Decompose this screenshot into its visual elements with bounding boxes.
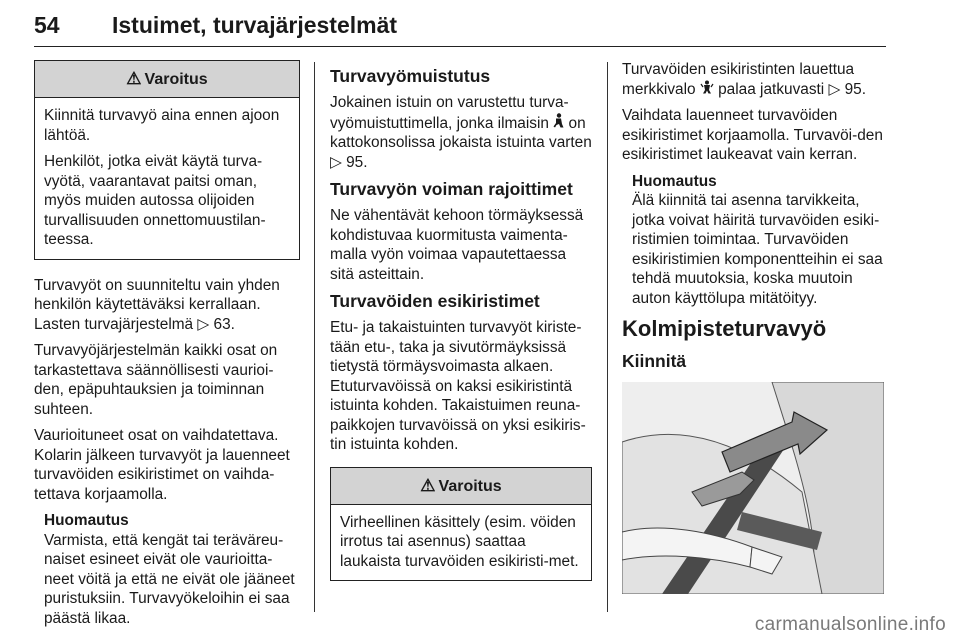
warning-triangle-icon: ⚠ [420,475,436,495]
seatbelt-icon-svg [553,113,564,128]
warning-paragraph: Kiinnitä turvavyö aina ennen ajoon lähtöä. [44,107,280,144]
paragraph-text: Turvavyöt on suunniteltu vain yhden henkilön käytettäväksi kerrallaan. Lasten turvajärjestelmä [34,276,280,333]
column-2 [330,60,592,597]
paragraph: Vaihdata lauenneet turvavöiden esikiristimet korjaamolla. Turvavöi-den esikiristimet laukeavat vain kerran. [622,107,883,163]
pretensioner-icon-svg [700,80,714,94]
seatbelt-illustration [622,382,884,594]
warning-title: Varoitus [144,71,208,88]
warning-box-header [35,61,299,98]
paragraph [622,60,888,99]
seatbelt-illustration-svg [622,382,884,594]
paragraph-text: on kattokonsolissa jokaista istuinta varten [330,114,592,151]
note-text: Älä kiinnitä tai asenna tarvikkeita, jotka voivat häiritä turvavöiden esiki-ristimien toimintaa. Turvavöiden esikiristimien komponentteihin ei saa tehdä muutoksia, koska muutoin auton käyttölupa mitätöityy. [632,192,883,307]
page-ref[interactable]: 95. [844,80,867,98]
section-heading: Turvavyön voiman rajoittimet [330,179,573,199]
paragraph [330,93,592,172]
warning-box-body [331,505,591,581]
section-heading: Turvavyömuistutus [330,66,491,86]
sub-heading: Kiinnitä [622,351,687,371]
note-block [34,511,300,628]
note-block [622,172,888,309]
paragraph-text: Turvavöiden esikiristinten lauettua merkkivalo [622,61,855,98]
column-divider [607,62,608,612]
warning-paragraph: Henkilöt, jotka eivät käytä turva-vyötä, vaarantavat paitsi oman, myös muiden autossa olijoiden turvallisuuden onnettomuustilan-teessa. [44,153,266,248]
watermark: carmanualsonline.info [754,614,946,635]
column-1 [34,60,300,628]
paragraph-text: Jokainen istuin on varustettu turva-vyömuistuttimella, jonka ilmaisin [330,94,569,132]
section-heading: Turvavöiden esikiristimet [330,291,540,311]
seatbelt-icon [553,115,564,132]
paragraph: Etu- ja takaistuinten turvavyöt kiriste-tään etu-, taka ja sivutörmäyksissä tietystä törmäysvoimasta alkaen. Etuturvavöissä on kaksi esikiristintä istuinta kohden. Takaistuimen reuna-paikkojen turvavöissä on yksi esikiris-tin istuinta kohden. [330,319,586,453]
page-header [34,8,886,47]
paragraph: Ne vähentävät kehoon törmäyksessä kohdistuvaa kuormitusta vaimenta-malla vyön voimaa vapautettaessa sitä asteittain. [330,207,584,283]
warning-triangle-icon: ⚠ [126,69,142,88]
note-title: Huomautus [44,512,129,529]
paragraph [34,276,300,335]
column-divider [314,62,315,612]
warning-box-2 [330,467,592,582]
pretensioner-warning-icon [700,81,714,98]
note-text: Varmista, että kengät tai teräväreu-naiset esineet eivät ole vaurioitta-neet vöitä ja että ne eivät ole jääneet puristuksiin. Turvavyökeloihin ei saa päästä likaa. [44,531,295,627]
paragraph: Vaurioituneet osat on vaihdatettava. Kolarin jälkeen turvavyöt ja lauenneet turvavöiden esikiristimet on vaihda-tettava korjaamolla. [34,427,290,503]
chapter-heading: Kolmipisteturvavyö [622,316,827,341]
warning-title: Varoitus [438,477,502,495]
warning-box-1 [34,60,300,260]
warning-box-header [331,468,591,505]
page-number: 54 [34,12,60,38]
warning-paragraph: Virheellinen käsittely (esim. vöiden irrotus tai asennus) saattaa laukaista turvavöiden esikiristi-met. [340,513,579,570]
page-ref[interactable]: 63. [213,315,235,333]
column-3 [622,60,888,594]
page-ref-arrow-icon: ▷ [828,80,841,98]
paragraph: Turvavyöjärjestelmän kaikki osat on tarkastettava säännöllisesti vaurioi-den, epäpuhtauksien ja toiminnan suhteen. [34,342,278,418]
page-ref[interactable]: 95. [346,153,368,171]
page-ref-arrow-icon: ▷ [330,153,342,171]
page-ref-arrow-icon: ▷ [197,315,210,333]
page-title: Istuimet, turvajärjestelmät [112,12,398,38]
note-title: Huomautus [632,172,717,190]
warning-box-body [35,98,299,259]
paragraph-text: palaa jatkuvasti [718,80,825,98]
